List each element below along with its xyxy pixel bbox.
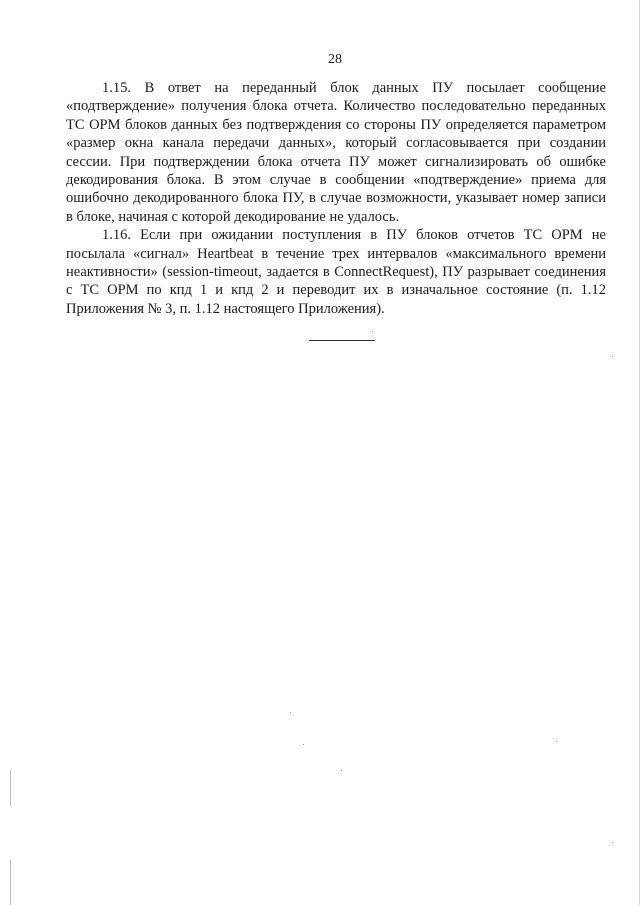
end-divider-line: [309, 340, 375, 341]
scan-speck: [290, 712, 291, 713]
page-number: 28: [328, 52, 342, 67]
scan-speck: [341, 770, 342, 771]
scan-speck: [556, 741, 557, 742]
paragraph-1-15: 1.15. В ответ на переданный блок данных ПУ посылает сообщение «подтверждение» получения блока отчета. Количество последовательно переданных ТС ОРМ блоков данных без подтверждения со стороны ПУ определяется параметром «размер окна канала передачи данных», который согласовывается при создании сессии. При подтверждении блока отчета ПУ может сигнализировать об ошибке декодирования блока. В этом случае в сообщении «подтверждение» приема для ошибочно декодированного блока ПУ, в случае возможности, указывает номер записи в блоке, начиная с которой декодирование не удалось.: [66, 80, 606, 225]
scan-speck: [372, 331, 373, 332]
scan-edge-left-mark: [10, 860, 11, 905]
scan-speck: [612, 842, 613, 843]
paragraph-1-16: 1.16. Если при ожидании поступления в ПУ блоков отчетов ТС ОРМ не посылала «сигнал» Heartbeat в течение трех интервалов «максимального времени неактивности» (session-timeout, задается в ConnectRequest), ПУ разрывает соединения с ТС ОРМ по кпд 1 и кпд 2 и переводит их в изначальное состояние (п. 1.12 Приложения № 3, п. 1.12 настоящего Приложения).: [66, 227, 606, 317]
document-body: [66, 79, 606, 318]
scan-speck: [612, 356, 613, 357]
scan-speck: [303, 744, 304, 745]
scan-edge-left-mark: [10, 770, 11, 806]
